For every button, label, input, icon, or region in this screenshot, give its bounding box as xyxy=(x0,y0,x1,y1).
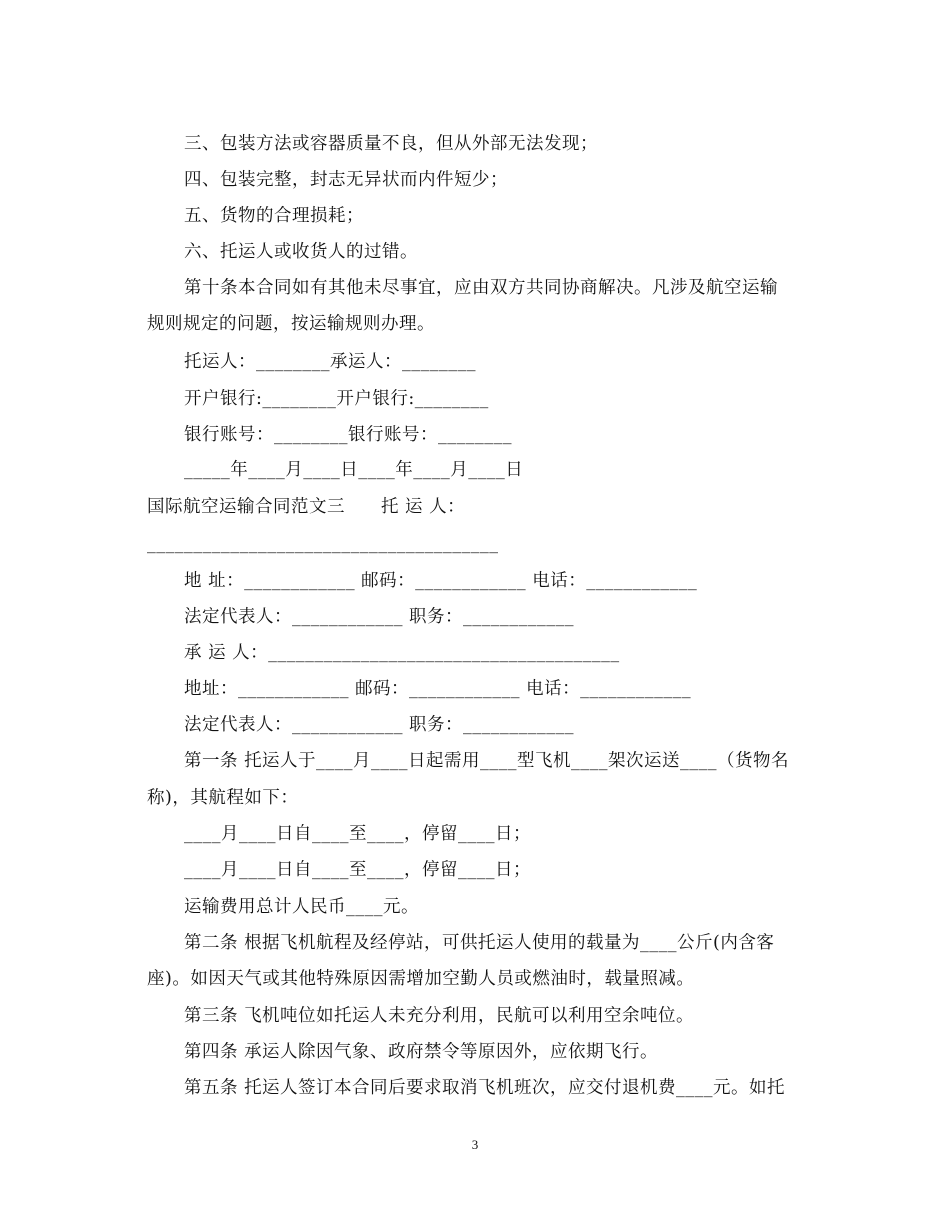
carrier-line: 承 运 人：______________________________________ xyxy=(184,643,620,663)
list-item-6: 六、托运人或收货人的过错。 xyxy=(184,242,418,262)
list-item-5: 五、货物的合理损耗； xyxy=(184,206,364,226)
article-10-line-2: 规则规定的问题，按运输规则办理。 xyxy=(147,314,435,334)
route-line-1: ____月____日自____至____，停留____日； xyxy=(184,824,531,844)
article-2-line-2: 座)。如因天气或其他特殊原因需增加空勤人员或燃油时，载量照减。 xyxy=(147,969,695,989)
shipper-representative-line: 法定代表人：____________ 职务：____________ xyxy=(184,607,575,627)
article-2-line-1: 第二条 根据飞机航程及经停站，可供托运人使用的载量为____公斤(内含客 xyxy=(184,933,775,953)
signature-account: 银行账号：________银行账号：________ xyxy=(184,425,512,445)
section-heading: 国际航空运输合同范文三 托 运 人： xyxy=(147,497,466,517)
article-10-line-1: 第十条本合同如有其他未尽事宜，应由双方共同协商解决。凡涉及航空运输 xyxy=(184,278,778,298)
route-line-2: ____月____日自____至____，停留____日； xyxy=(184,860,531,880)
carrier-representative-line: 法定代表人：____________ 职务：____________ xyxy=(184,715,575,735)
carrier-address-line: 地址：____________ 邮码：____________ 电话：____________ xyxy=(184,679,692,699)
article-1-line-2: 称)，其航程如下： xyxy=(147,788,299,808)
article-4: 第四条 承运人除因气象、政府禁令等原因外，应依期飞行。 xyxy=(184,1042,659,1062)
shipper-address-line: 地 址：____________ 邮码：____________ 电话：____________ xyxy=(184,571,698,591)
signature-bank: 开户银行:________开户银行:________ xyxy=(184,389,489,409)
article-3: 第三条 飞机吨位如托运人未充分利用，民航可以利用空余吨位。 xyxy=(184,1006,695,1026)
article-1-line-1: 第一条 托运人于____月____日起需用____型飞机____架次运送____（货物名 xyxy=(184,751,790,771)
fare-total-line: 运输费用总计人民币____元。 xyxy=(184,897,419,917)
signature-parties: 托运人：________承运人：________ xyxy=(184,352,476,372)
list-item-3: 三、包装方法或容器质量不良，但从外部无法发现； xyxy=(184,134,598,154)
list-item-4: 四、包装完整，封志无异状而内件短少； xyxy=(184,170,508,190)
shipper-blank: ______________________________________ xyxy=(147,534,499,554)
page-number: 3 xyxy=(471,1137,479,1152)
signature-dates: _____年____月____日____年____月____日 xyxy=(184,460,524,480)
article-5-line-1: 第五条 托运人签订本合同后要求取消飞机班次，应交付退机费____元。如托 xyxy=(184,1078,786,1098)
